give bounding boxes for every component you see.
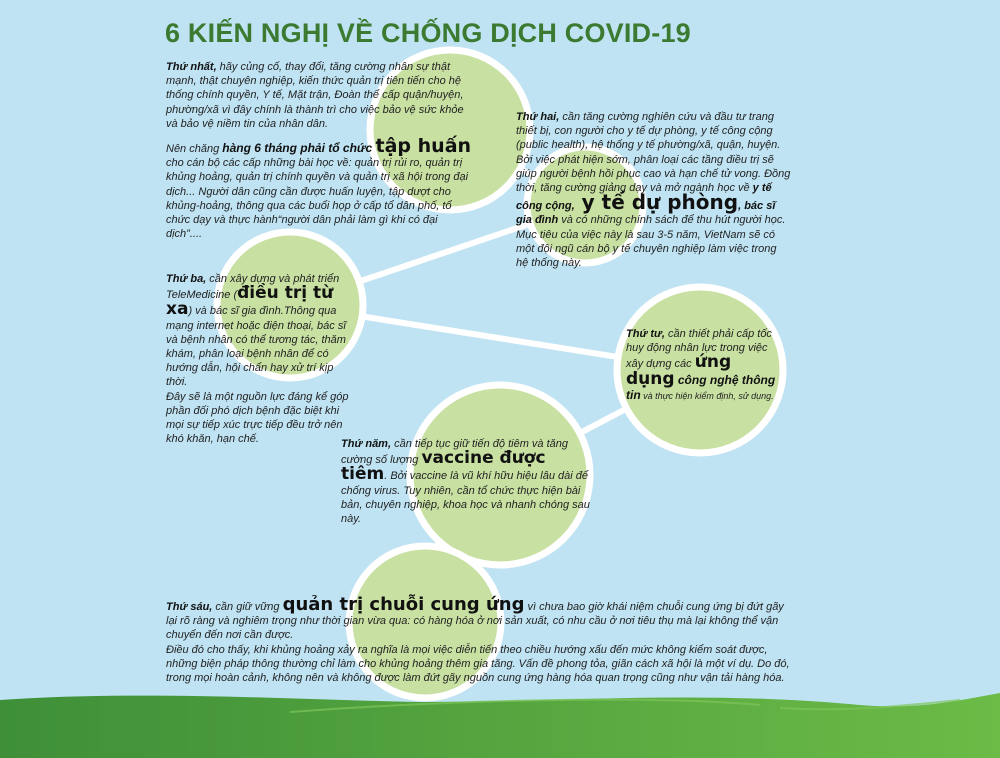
point-4-text: Thứ tư, cần thiết phải cấp tốc huy động nhân lực trong việc xây dựng các ứng dụng công nghệ thông tin và thực hiện kiểm định, sử dụng. <box>626 328 776 402</box>
point-5-text: Thứ năm, cần tiếp tục giữ tiến độ tiêm và tăng cường số lượng vaccine được tiêm. Bởi vaccine là vũ khí hữu hiệu lâu dài để chống virus. Tuy nhiên, cần tổ chức thực hiện bài bản, chuyên nghiệp, khoa học và nhanh chóng sau này. <box>341 438 590 526</box>
green-ground <box>0 693 1000 758</box>
point-4-lead: Thứ tư, <box>626 328 665 340</box>
point-1-lead: Thứ nhất, <box>166 61 217 73</box>
point-3-text: Thứ ba, cần xây dựng và phát triển TeleMedicine (điều trị từ xa) và bác sĩ gia đình.Thông qua mạng internet hoặc điện thoại, bác sĩ và bệnh nhân có thể tương tác, thăm khám, phân loại bệnh nhân để có hướng dẫn, hội chẩn hay xử trí kịp thời. Đây sẽ là một nguồn lực đáng kể góp phần đối phó dịch bệnh đặc biệt khi mọi sự tiếp xúc trực tiếp đều trở nên khó khăn, hạn chế. <box>166 273 349 446</box>
point-1-text: Thứ nhất, hãy củng cố, thay đổi, tăng cường nhân sự thật mạnh, thật chuyên nghiệp, kiến thức quản trị tiên tiến cho hệ thống chính quyền, Y tế, Mặt trận, Đoàn thể cấp quận/huyện, phường/xã vì đây chính là thành trì cho việc bảo vệ sức khỏe và bảo vệ niềm tin của nhân dân. Nên chăng hàng 6 tháng phải tổ chức tập huấn cho cán bộ các cấp những bài học về: quản trị rủi ro, quản trị khủng hoảng, quản trị chính quyền và quản trị xã hội trong đại dịch... Người dân cũng cần được huấn luyện, tập dượt cho khủng-hoảng, thông qua các buổi họp ở cấp tổ dân phố, tổ chức dạy và thực hành“người dân phải làm gì khi có đại dịch”.... <box>166 61 472 241</box>
page-title: 6 KIẾN NGHỊ VỀ CHỐNG DỊCH COVID-19 <box>165 18 691 48</box>
keyword-y-te-du-phong: y tế dự phòng <box>574 190 739 215</box>
point-2-lead: Thứ hai, <box>516 111 560 123</box>
point-5-lead: Thứ năm, <box>341 438 392 450</box>
keyword-quan-tri-chuoi-cung-ung: quản trị chuỗi cung ứng <box>282 594 525 615</box>
keyword-dieu-tri-tu-xa: điều trị từ xa <box>166 283 334 320</box>
point-6-lead: Thứ sáu, <box>166 601 213 613</box>
point-6-text: Thứ sáu, cần giữ vững quản trị chuỗi cung ứng vì chưa bao giờ khái niệm chuỗi cung ứng bị đứt gãy lại rõ ràng và nghiêm trọng như thời gian vừa qua: có hàng hóa ở nơi sản xuất, có nhu cầu ở nơi tiêu thụ mà lại không thể vận chuyển đến nơi cần được. Điều đó cho thấy, khi khủng hoảng xảy ra nghĩa là mọi việc diễn tiến theo chiều hướng xấu đến mức không kiểm soát được, những biện pháp thông thường chỉ làm cho khủng hoảng thêm gia tăng. Vấn đề phong tỏa, giãn cách xã hội là một ví dụ. Do đó, trong mọi hoàn cảnh, không nên và không được làm đứt gãy nguồn cung ứng hàng hóa quan trọng cũng như vận tải hàng hóa. <box>166 594 790 685</box>
point-2-text: Thứ hai, cần tăng cường nghiên cứu và đầu tư trang thiết bị, con người cho y tế dự phòng, y tế công cộng (public health), hệ thống y tế phường/xã, quận, huyện. Bởi việc phát hiện sớm, phân loại các tầng điều trị sẽ giúp người bệnh hồi phục cao và hạn chế tử vong. Đồng thời, tăng cường giảng dạy và mở ngành học về y tế công cộng, y tế dự phòng, bác sĩ gia đình và có những chính sách để thu hút người học. Mục tiêu của việc này là sau 3-5 năm, VietNam sẽ có một đội ngũ cán bộ y tế chuyên nghiệp làm việc trong hệ thống này. <box>516 111 791 270</box>
keyword-vaccine-duoc-tiem: vaccine được tiêm <box>341 448 546 485</box>
point-3-lead: Thứ ba, <box>166 273 207 285</box>
keyword-ung-dung: ứng dụng <box>626 352 732 389</box>
keyword-tap-huan: tập huấn <box>375 135 472 158</box>
